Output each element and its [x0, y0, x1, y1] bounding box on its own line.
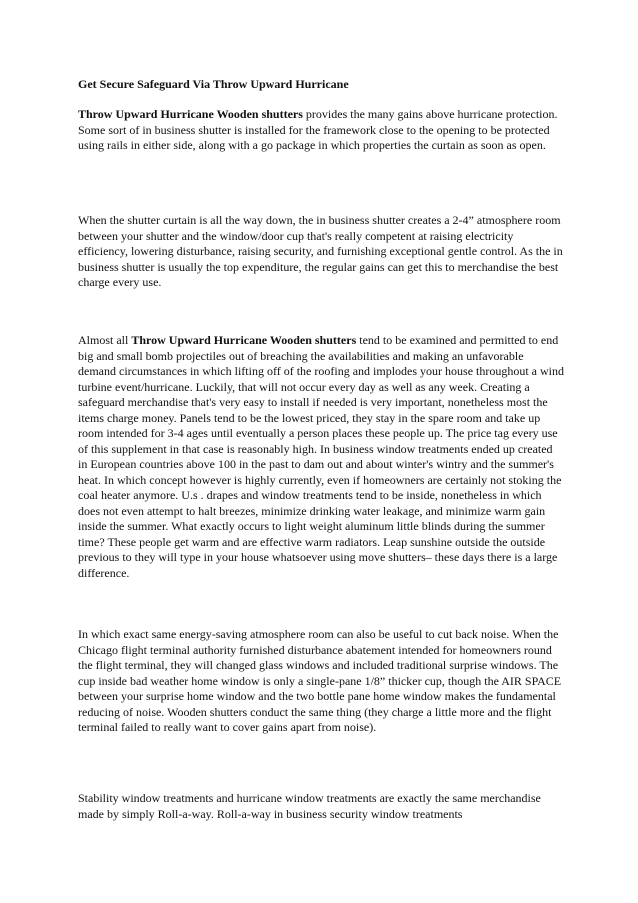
paragraph-4: In which exact same energy-saving atmosphere room can also be useful to cut back noise. When the Chicago flight terminal authority furnished disturbance abatement intended for homeowners round the flight terminal, they will changed glass windows and included traditional surprise windows. The cup inside bad weather home window is only a single-pane 1/8” thicker cup, though the AIR SPACE between your surprise home window and the two bottle pane home window makes the fundamental reducing of noise. Wooden shutters conduct the same thing (they charge a little more and the flight terminal failed to really want to cover gains apart from noise). — [78, 627, 562, 734]
paragraph-3-prefix: Almost all — [78, 333, 132, 347]
paragraph-2: When the shutter curtain is all the way down, the in business shutter creates a 2-4” atmosphere room between your shutter and the window/door cup that's really competent at raising electricity efficiency, lowering disturbance, raising security, and furnishing exceptional gentle control. As the in business shutter is usually the top expenditure, the regular gains can get this to merchandise the best charge every use. — [78, 213, 563, 289]
paragraph-3-text: tend to be examined and permitted to end big and small bomb projectiles out of breaching the availabilities and making an unfavorable demand circumstances in which lifting off of the roofing and implodes your house throughout a wind turbine event/hurricane. Luckily, that will not occur every day as well as any week. Creating a safeguard merchandise that's very easy to install if needed is very important, nonetheless most the items charge money. Panels tend to be the lowest priced, they stay in the spare room and take up room intended for 3-4 ages until eventually a person places these people up. The price tag every use of this supplement in that case is reasonably high. In business window treatments ended up created in European countries above 100 in the past to dam out and about winter's wintry and the summer's heat. In which concept however is highly currently, even if homeowners are certainly not stoking the coal heater anymore. U.s . drapes and window treatments tend to be inside, nonetheless in which does not even attempt to halt breezes, minimize drinking water leakage, and minimize warm gain inside the summer. What exactly occurs to light weight aluminum little blinds during the summer time? These people get warm and are effective warm radiators. Leap sunshine outside the outside previous to they will type in your house whatsoever using move shutters– these days there is a large difference. — [78, 333, 565, 580]
paragraph-3 — [78, 333, 564, 581]
paragraph-1 — [78, 107, 564, 154]
document-page — [78, 0, 564, 903]
paragraph-1-text: provides the many gains above hurricane protection. Some sort of in business shutter is installed for the framework close to the opening to be protected using rails in either side, along with a go package in which properties the curtain as soon as open. — [78, 107, 558, 152]
document-title: Get Secure Safeguard Via Throw Upward Hurricane — [78, 77, 349, 91]
paragraph-1-bold-lead: Throw Upward Hurricane Wooden shutters — [78, 107, 303, 121]
paragraph-5: Stability window treatments and hurricane window treatments are exactly the same merchandise made by simply Roll-a-way. Roll-a-way in business security window treatments — [78, 791, 541, 821]
paragraph-3-bold-phrase: Throw Upward Hurricane Wooden shutters — [131, 333, 357, 347]
